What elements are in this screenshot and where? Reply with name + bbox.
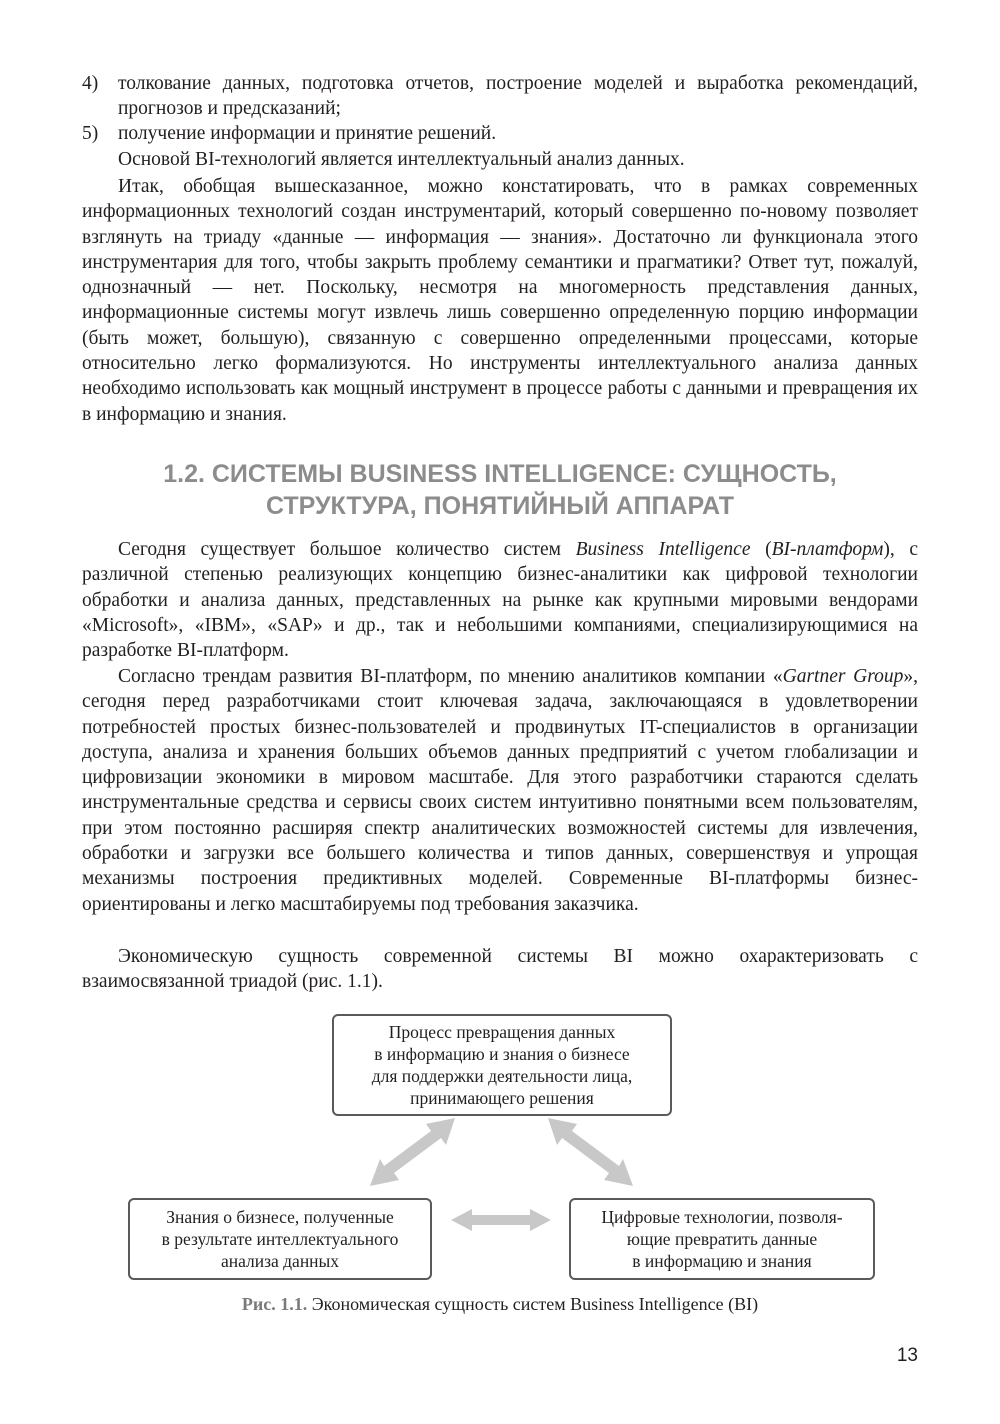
double-arrow-top-right — [548, 1118, 633, 1186]
double-arrow-top-left — [370, 1118, 455, 1186]
p4-text-1: Согласно трендам развития BI-платформ, по мнению аналитиков компании « — [118, 666, 783, 687]
p3-text-2: ( — [750, 539, 772, 560]
p3-text-3: ), с различной степенью реализующих концепцию бизнес-аналитики как цифровой технологии обработки и анализа данных, представленных на рынке как крупными мировыми вендорами «Microsoft», «IBM», «SAP» и др., так и небольшими компаниями, специализирующимися на разработке BI-платформ. — [82, 539, 918, 662]
section-heading-line-2: СТРУКТУРА, ПОНЯТИЙНЫЙ АППАРАТ — [265, 492, 735, 520]
figure-caption — [82, 1292, 918, 1316]
section-heading-line-1: 1.2. СИСТЕМЫ BUSINESS INTELLIGENCE: СУЩНОСТЬ, — [163, 460, 837, 488]
diagram-box-knowledge — [128, 1198, 432, 1280]
list-item-text: получение информации и принятие решений. — [118, 123, 497, 144]
diagram-box-technologies — [569, 1198, 875, 1280]
paragraph-economic-essence: Экономическую сущность современной системы BI можно охарактеризовать с взаимосвязанной триадой (рис. 1.1). — [82, 946, 918, 993]
list-item-number: 5) — [82, 123, 99, 144]
diagram-box-process-text: Процесс превращения данных в информацию и знания о бизнесе для поддержки деятельности лица, принимающего решения — [371, 1022, 633, 1108]
diagram-box-technologies-text: Цифровые технологии, позволя- ющие превратить данные в информацию и знания — [601, 1207, 843, 1271]
diagram-box-process — [332, 1014, 672, 1116]
p3-italic-2: BI-платформ — [771, 539, 884, 560]
list-item-number: 4) — [82, 73, 99, 94]
page-number: 13 — [896, 1345, 918, 1366]
p3-text-1: Сегодня существует большое количество систем — [118, 539, 576, 560]
figure-caption-label: Рис. 1.1. — [241, 1294, 308, 1314]
diagram-box-knowledge-text: Знания о бизнесе, полученные в результате интеллектуального анализа данных — [161, 1207, 399, 1271]
figure-caption-text: Экономическая сущность систем Business Intelligence (BI) — [307, 1294, 759, 1314]
p4-text-2: », сегодня перед разработчиками стоит ключевая задача, заключающаяся в удовлетворении потребностей простых бизнес-пользователей и продвинутых IT-специалистов в организации доступа, анализа и хранения больших объемов данных предприятий с учетом глобализации и цифровизации экономики в мировом масштабе. Для этого разработчики стараются сделать инструментальные средства и сервисы своих систем интуитивно понятными всем пользователям, при этом постоянно расширяя спектр аналитических возможностей системы для извлечения, обработки и загрузки все большего количества и типов данных, совершенствуя и упрощая механизмы построения предиктивных моделей. Современные BI-платформы бизнес-ориентированы и легко масштабируемы под требования заказчика. — [82, 666, 918, 915]
p4-italic: Gartner Group — [782, 666, 904, 687]
p3-italic-1: Business Intelligence — [575, 539, 751, 560]
list-item-text: толкование данных, подготовка отчетов, построение моделей и выработка рекомендаций, прогнозов и предсказаний; — [118, 73, 918, 119]
paragraph-summary: Итак, обобщая вышесказанное, можно констатировать, что в рамках современных информационных технологий создан инструментарий, который совершенно по-новому позволяет взглянуть на триаду «данные — информация — знания». Достаточно ли функционала этого инструментария для того, чтобы закрыть проблему семантики и прагматики? Ответ тут, пожалуй, однозначный — нет. Поскольку, несмотря на многомерность представления данных, информационные системы могут извлечь лишь совершенно определенную порцию информации (быть может, большую), связанную с совершенно определенными процессами, которые относительно легко формализуются. Но инструменты интеллектуального анализа данных необходимо использовать как мощный инструмент в процессе работы с данными и превращения их в информацию и знания. — [82, 176, 918, 425]
paragraph-bi-basis: Основой BI-технологий является интеллектуальный анализ данных. — [118, 149, 685, 170]
double-arrow-horizontal — [451, 1209, 551, 1231]
